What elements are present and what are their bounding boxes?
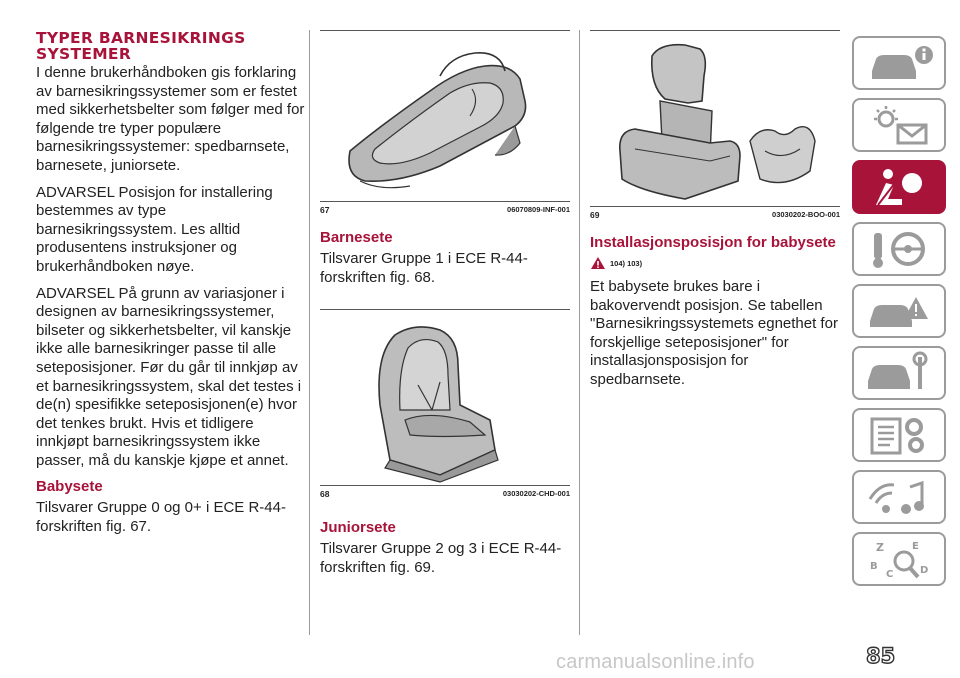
figure-68-caption	[320, 485, 570, 499]
figure-68-code: 03030202-CHD-001	[502, 489, 570, 499]
column-divider	[309, 30, 310, 635]
tab-index[interactable]	[852, 532, 946, 586]
tab-starting-driving[interactable]	[852, 222, 946, 276]
svg-text:E: E	[912, 541, 919, 552]
tab-specifications[interactable]	[852, 408, 946, 462]
figure-67-caption	[320, 201, 570, 215]
figure-67-code: 06070809-INF-001	[507, 205, 570, 214]
tab-maintenance[interactable]	[852, 346, 946, 400]
juniorsete-text: Tilsvarer Gruppe 2 og 3 i ECE R-44-forskriften fig. 69.	[320, 540, 562, 576]
tab-emergency[interactable]	[852, 284, 946, 338]
warning-triangle-icon	[590, 256, 606, 270]
watermark: carmanualsonline.info	[556, 651, 755, 673]
chapter-sidebar	[852, 36, 946, 594]
tab-warning-lights[interactable]	[852, 98, 946, 152]
warning-refs-text[interactable]: 104) 103)	[610, 258, 643, 268]
junior-seat-booster-icon	[590, 31, 840, 206]
figure-67	[320, 30, 570, 215]
figure-69-code: 03030202-BOO-001	[772, 210, 840, 219]
install-text: Et babysete brukes bare i bakovervendt posisjon. Se tabellen "Barnesikringssystemets egnethet for forskjellige seteposisjoner" for installasjonsposisjon for spedbarnsete.	[590, 278, 838, 388]
warning-references	[590, 256, 840, 270]
tab-multimedia[interactable]	[852, 470, 946, 524]
index-search-icon	[864, 537, 934, 581]
multimedia-icon	[864, 475, 934, 519]
svg-text:Z: Z	[876, 541, 884, 554]
car-breakdown-icon	[864, 289, 934, 333]
figure-68-number: 68	[320, 489, 330, 500]
install-heading: Installasjonsposisjon for babysete	[590, 234, 836, 251]
intro-paragraph: I denne brukerhåndboken gis forklaring av barnesikringssystemer som er festet med sikkerhetsbelter som følger med for følgende tre typer populære barnesikringssystemer: spedbarnsete, barnesete, juniorsete.	[36, 64, 305, 174]
warning-installation-paragraph: ADVARSEL Posisjon for installering bestemmes av type barnesikringssystem. Les alltid produsentens instruksjoner og brukerhåndboken nøye.	[36, 183, 273, 275]
airbag-seat-icon	[864, 165, 934, 209]
tab-safety[interactable]	[852, 160, 946, 214]
column-divider	[579, 30, 580, 635]
page-number: 85	[866, 644, 896, 668]
infant-carrier-icon	[320, 31, 570, 201]
tab-car-info[interactable]	[852, 36, 946, 90]
figure-69-caption	[590, 206, 840, 220]
section-title: TYPER BARNESIKRINGS SYSTEMER	[36, 29, 246, 63]
column-3	[590, 30, 840, 398]
key-steering-wheel-icon	[864, 227, 934, 271]
babysete-heading: Babysete	[36, 478, 103, 496]
infant-carrier-illustration	[320, 31, 570, 201]
car-maintenance-icon	[864, 351, 934, 395]
warning-variations-paragraph: ADVARSEL På grunn av variasjoner i designen av barnesikringssystemer, bilseter og sikkerhetsbelter, vil kanskje ikke alle barnesikringer passe til alle seteposisjoner. Før du går til innkjøp av et barnesikringssystem, skal det testes i de(n) spesifikke seteposisjonen(e) hvor det tenkes brukt. Hvis et tidligere innkjøpt barnesikringssystem ikke passer, må du kanskje kjøpe et annet.	[36, 284, 302, 469]
figure-69	[590, 30, 840, 220]
figure-69-number: 69	[590, 210, 600, 220]
babysete-text: Tilsvarer Gruppe 0 og 0+ i ECE R-44-forskriften fig. 67.	[36, 499, 286, 536]
figure-68	[320, 309, 570, 499]
junior-seat-illustration	[590, 31, 840, 206]
column-2	[320, 30, 570, 585]
warning-lights-icon	[864, 103, 934, 147]
svg-text:C: C	[886, 569, 894, 580]
svg-text:B: B	[870, 561, 878, 572]
specifications-gear-icon	[864, 413, 934, 457]
child-seat-illustration	[320, 310, 570, 485]
barnesete-heading: Barnesete	[320, 229, 393, 246]
barnesete-text: Tilsvarer Gruppe 1 i ECE R-44-forskriften fig. 68.	[320, 250, 528, 286]
car-info-icon	[864, 41, 934, 85]
column-1	[36, 30, 310, 545]
child-seat-icon	[320, 310, 570, 485]
svg-text:D: D	[920, 565, 929, 576]
juniorsete-heading: Juniorsete	[320, 519, 396, 537]
figure-67-number: 67	[320, 205, 330, 215]
